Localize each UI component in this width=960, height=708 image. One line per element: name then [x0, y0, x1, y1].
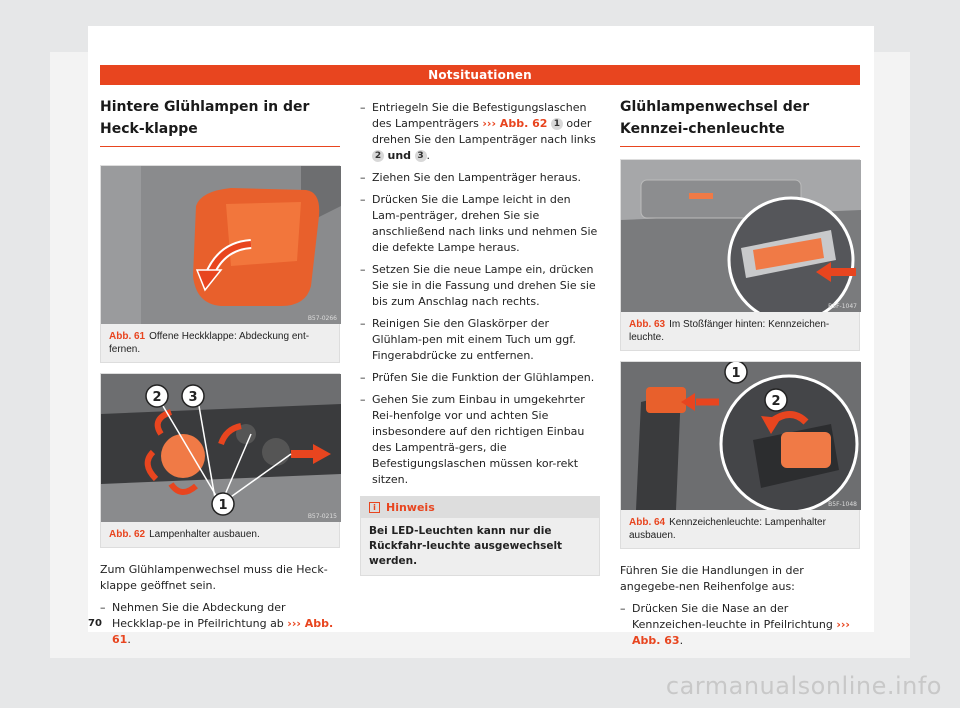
figure-63-caption — [621, 312, 859, 350]
list-item: – Reinigen Sie den Glaskörper der Glühlam-pen mit einem Tuch um ggf. Fingerabdrücke zu entfernen. — [360, 316, 600, 364]
figure-caption-text: Offene Heckklappe: Abdeckung ent-fernen. — [109, 331, 310, 355]
section-heading-rear-lamps: Hintere Glühlampen in der Heck-klappe — [100, 96, 340, 147]
figure-caption-text: Im Stoßfänger hinten: Kennzeichen-leuchte. — [629, 319, 830, 343]
callout-2: 2 — [771, 394, 781, 409]
list-item — [360, 100, 600, 164]
list-item: – Gehen Sie zum Einbau in umgekehrter Rei-henfolge vor und achten Sie insbesondere auf den richtigen Einbau des Lampenträ-gers, die Befestigungslaschen müssen kor-rekt sitzen. — [360, 392, 600, 488]
callout-2: 2 — [152, 390, 162, 405]
figure-63-image — [621, 160, 861, 312]
note-text: Bei LED-Leuchten kann nur die Rückfahr-leuchte ausgewechselt werden. — [361, 518, 599, 575]
callout-badge: 1 — [551, 118, 563, 130]
note-header — [361, 497, 599, 518]
figure-61-caption — [101, 324, 339, 362]
figure-link[interactable]: ››› Abb. 62 — [482, 117, 548, 130]
callout-3: 3 — [188, 390, 198, 405]
column-2 — [360, 100, 600, 576]
note-box — [360, 496, 600, 576]
figure-label: Abb. 61 — [109, 331, 146, 342]
figure-62 — [100, 373, 340, 548]
figure-caption-text: Lampenhalter ausbauen. — [149, 529, 260, 540]
figure-label: Abb. 62 — [109, 529, 146, 540]
section-heading-license-lamp: Glühlampenwechsel der Kennzei-chenleuchte — [620, 96, 860, 147]
step-text: Drücken Sie die Nase an der Kennzeichen-leuchte in Pfeilrichtung — [632, 602, 833, 631]
figure-label: Abb. 63 — [629, 319, 666, 330]
step-text: Nehmen Sie die Abdeckung der Heckklap-pe in Pfeilrichtung ab — [112, 601, 286, 630]
steps-list — [100, 600, 340, 648]
figure-64-caption — [621, 510, 859, 548]
list-item — [100, 600, 340, 648]
figure-63 — [620, 159, 860, 351]
list-item: – Drücken Sie die Lampe leicht in den Lam-penträger, drehen Sie sie anschließend nach links und nehmen Sie die defekte Lampe heraus. — [360, 192, 600, 256]
list-item — [620, 601, 860, 649]
watermark: carmanualsonline.info — [665, 672, 942, 700]
callout-badge: 2 — [372, 150, 384, 162]
figure-code: B5F-1048 — [828, 501, 857, 508]
figure-64-image — [621, 362, 861, 510]
column-1 — [100, 96, 340, 654]
step-end: . — [127, 633, 131, 646]
intro-paragraph: Zum Glühlampenwechsel muss die Heck-klappe geöffnet sein. — [100, 563, 328, 592]
step-end: . — [426, 149, 431, 162]
callout-badge: 3 — [415, 150, 427, 162]
page-number: 70 — [88, 618, 102, 629]
figure-64 — [620, 361, 860, 549]
figure-link[interactable]: ››› Abb. 63 — [632, 618, 850, 647]
list-item: – Ziehen Sie den Lampenträger heraus. — [360, 170, 600, 186]
figure-label: Abb. 64 — [629, 517, 666, 528]
callout-1: 1 — [731, 366, 741, 381]
steps-list — [360, 100, 600, 488]
step-text: oder drehen Sie den Lampenträger nach links — [372, 117, 596, 146]
steps-list — [620, 601, 860, 649]
column-3 — [620, 96, 860, 655]
step-text: Entriegeln Sie die Befestigungslaschen des Lampenträgers — [372, 101, 587, 130]
figure-link[interactable]: ››› Abb. 61 — [112, 617, 334, 646]
figure-62-caption — [101, 522, 339, 547]
section-header: Notsituationen — [100, 65, 860, 85]
figure-code: B57-0215 — [307, 513, 337, 520]
figure-61 — [100, 165, 340, 363]
figure-code: B57-0266 — [307, 315, 337, 322]
list-item: – Prüfen Sie die Funktion der Glühlampen. — [360, 370, 600, 386]
figure-61-image — [101, 166, 341, 324]
step-text: und — [387, 149, 412, 162]
figure-62-image — [101, 374, 341, 522]
list-item: – Setzen Sie die neue Lampe ein, drücken Sie sie in die Fassung und drehen Sie sie bis zum Anschlag nach rechts. — [360, 262, 600, 310]
figure-code: B5F-1047 — [828, 303, 857, 310]
step-end: . — [679, 634, 684, 647]
intro-paragraph: Führen Sie die Handlungen in der angegebe-nen Reihenfolge aus: — [620, 564, 804, 593]
note-title: Hinweis — [386, 501, 435, 514]
info-icon: i — [369, 502, 380, 513]
callout-1: 1 — [218, 498, 228, 513]
figure-caption-text: Kennzeichenleuchte: Lampenhalter ausbauen. — [629, 517, 826, 541]
